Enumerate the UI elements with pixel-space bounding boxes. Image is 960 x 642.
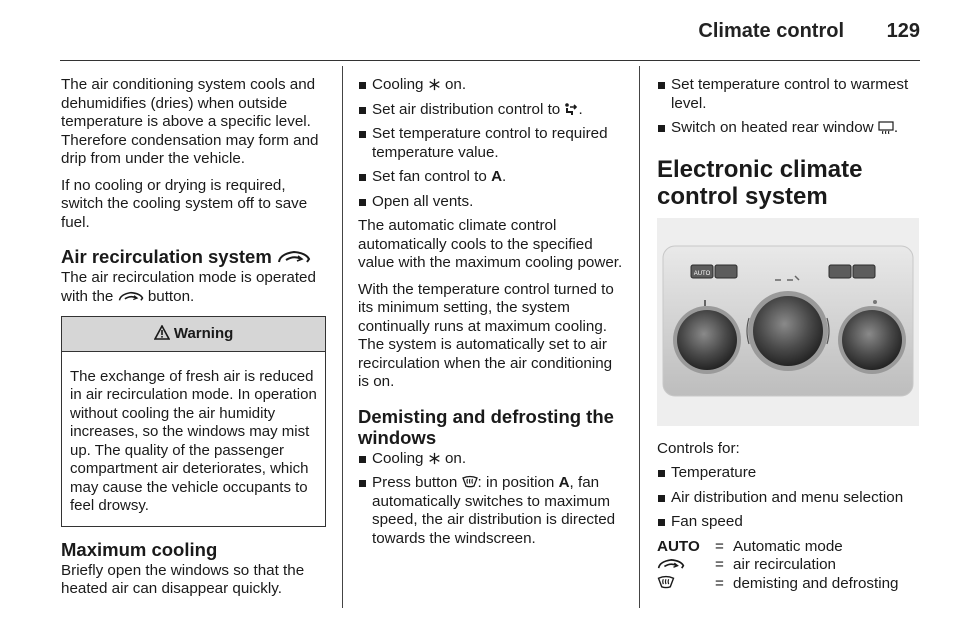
legend-row xyxy=(657,556,919,575)
list-item: Open all vents. xyxy=(358,193,623,212)
column-divider xyxy=(342,66,343,608)
list-item: Cooling on. xyxy=(358,450,623,469)
air-distribution-icon xyxy=(564,102,578,116)
bullet-list xyxy=(358,76,623,211)
list-item: Set fan control to A. xyxy=(358,168,623,187)
legend-key xyxy=(657,556,715,575)
list-item: Switch on heated rear window . xyxy=(657,119,922,138)
paragraph: If no cooling or drying is required, switch the cooling system off to save fuel. xyxy=(61,176,308,231)
warning-triangle-icon xyxy=(154,325,170,340)
list-item: Temperature xyxy=(657,464,922,483)
temperature-knob[interactable] xyxy=(677,310,737,370)
svg-text:AUTO: AUTO xyxy=(693,270,711,277)
list-item: Set temperature control to warmest level. xyxy=(657,76,922,113)
recirculation-button[interactable] xyxy=(715,265,737,278)
climate-control-panel-photo xyxy=(657,218,919,426)
section-heading: Maximum cooling xyxy=(61,538,218,560)
demist-button[interactable] xyxy=(829,265,851,278)
rear-window-button[interactable] xyxy=(853,265,875,278)
legend-table xyxy=(657,538,919,594)
section-heading: Air recirculation system xyxy=(61,246,326,267)
section-heading: Electronic climate control system xyxy=(657,155,863,210)
warning-header: Warning xyxy=(62,317,325,352)
list-item: Set air distribution control to . xyxy=(358,101,623,120)
snowflake-icon xyxy=(428,78,441,91)
demist-icon xyxy=(657,575,675,590)
warning-text: The exchange of fresh air is reduced in air recirculation mode. In operation without cooling the air humidity increases, so the windows may mist up. The quality of the passenger compartment air deteriorates, which may cause the vehicle occupants to feel drowsy. xyxy=(70,367,317,514)
column-2 xyxy=(358,76,623,554)
header-divider xyxy=(60,60,920,61)
bullet-list xyxy=(657,464,922,532)
recirculation-icon xyxy=(277,249,311,265)
paragraph: The air conditioning system cools and dehumidifies (dries) when outside temperature is above a specific level. Therefore condensation may form and drip from under the vehicle. xyxy=(61,76,319,167)
section-heading: Demisting and defrosting the windows xyxy=(358,405,614,448)
recirculation-icon xyxy=(118,290,144,303)
column-1 xyxy=(61,76,326,607)
bullet-list xyxy=(657,76,922,138)
rear-window-heat-icon xyxy=(878,121,894,134)
page-number: 129 xyxy=(886,20,920,42)
legend-equals: = xyxy=(715,574,724,592)
legend-row xyxy=(657,538,919,557)
legend-description: Automatic mode xyxy=(733,537,843,555)
page-header-title: Climate control xyxy=(698,20,844,42)
column-divider xyxy=(639,66,640,608)
legend-description: demisting and defrosting xyxy=(733,574,899,592)
list-item: Set temperature control to required temperature value. xyxy=(358,125,623,162)
fan-speed-knob[interactable] xyxy=(842,310,902,370)
legend-row xyxy=(657,575,919,594)
bullet-list xyxy=(358,450,623,549)
snowflake-icon xyxy=(428,452,441,465)
list-item: Air distribution and menu selection xyxy=(657,489,922,508)
recirculation-icon xyxy=(657,557,685,571)
auto-button[interactable] xyxy=(691,265,713,278)
air-distribution-knob[interactable] xyxy=(753,296,823,366)
legend-key xyxy=(657,575,715,594)
paragraph: The air recirculation mode is operated with the button. xyxy=(61,269,316,305)
paragraph: The automatic climate control automatically cools to the specified value with the maximum cooling power. xyxy=(358,217,623,271)
list-item: Fan speed xyxy=(657,513,922,532)
panel-illustration xyxy=(657,218,919,426)
demist-icon xyxy=(462,475,478,489)
legend-description: air recirculation xyxy=(733,556,836,573)
legend-equals: = xyxy=(715,537,724,555)
legend-key: AUTO xyxy=(657,537,700,555)
warning-box xyxy=(61,316,326,527)
legend-equals: = xyxy=(715,556,724,573)
paragraph: With the temperature control turned to its minimum setting, the system continually runs at maximum cooling. The system is automatically set to air recirculation when the air conditioning is on. xyxy=(358,280,614,390)
list-item: Press button : in position A, fan automatically switches to maximum speed, the air distribution is directed towards the windscreen. xyxy=(358,474,623,548)
paragraph: Controls for: xyxy=(657,439,740,457)
paragraph: Briefly open the windows so that the heated air can disappear quickly. xyxy=(61,561,305,597)
column-3 xyxy=(657,76,922,593)
list-item: Cooling on. xyxy=(358,76,623,95)
